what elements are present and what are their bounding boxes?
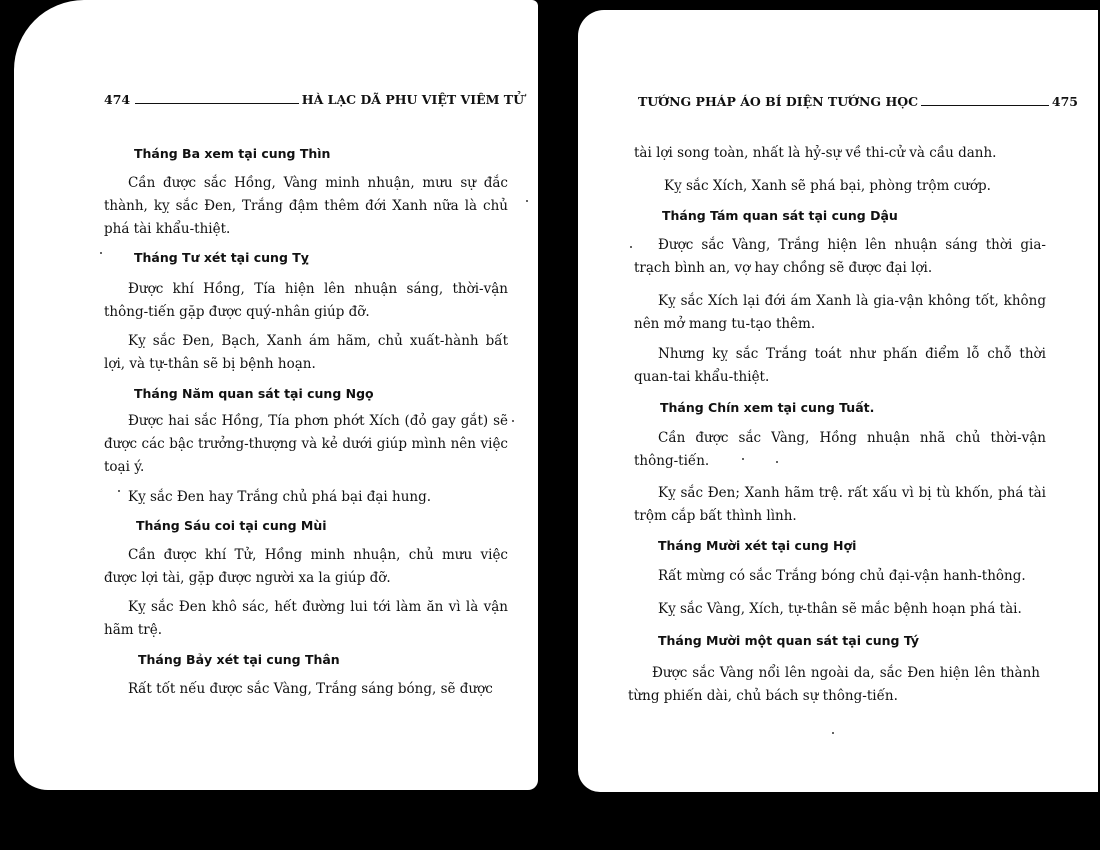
paragraph: Được hai sắc Hồng, Tía phơn phớt Xích (đỏ gay gắt) sẽ được các bậc trưởng-thượng và kẻ dưới giúp mình nên việc toại ý. [104,413,508,475]
paragraph: tài lợi song toàn, nhất là hỷ-sự về thi-cử và cầu danh. [634,145,997,161]
paragraph: Cần được sắc Hồng, Vàng minh nhuận, mưu sự đắc thành, kỵ sắc Đen, Trắng đậm thêm đới Xanh nữa là chủ phá tài khẩu-thiệt. [104,175,508,237]
scan-speck [512,420,514,422]
paragraph: Kỵ sắc Đen; Xanh hãm trệ. rất xấu vì bị tù khốn, phá tài trộm cắp bất thình lình. [634,485,1046,524]
scan-speck [776,461,778,463]
section-heading: Tháng Tám quan sát tại cung Dậu [662,208,898,223]
section-heading: Tháng Tư xét tại cung Tỵ [134,250,309,265]
section-heading: Tháng Bảy xét tại cung Thân [138,652,340,667]
right-page [578,10,1098,792]
header-rule [921,105,1049,106]
section-heading: Tháng Mười một quan sát tại cung Tý [658,633,920,648]
paragraph: Kỵ sắc Đen khô sác, hết đường lui tới làm ăn vì là vận hãm trệ. [104,599,508,638]
right-running-title: TƯỚNG PHÁP ÁO BÍ DIỆN TƯỚNG HỌC [638,94,919,109]
paragraph: Kỵ sắc Xích lại đới ám Xanh là gia-vận không tốt, không nên mở mang tu-tạo thêm. [634,293,1046,332]
right-running-header [638,94,1078,109]
section-heading: Tháng Năm quan sát tại cung Ngọ [134,386,374,401]
section-heading: Tháng Ba xem tại cung Thìn [134,146,331,161]
scan-speck [742,458,744,460]
section-heading: Tháng Chín xem tại cung Tuất. [660,400,875,415]
scan-speck [526,200,528,202]
header-rule [135,103,299,104]
paragraph: Được sắc Vàng, Trắng hiện lên nhuận sáng thời gia-trạch bình an, vợ hay chồng sẽ được đại lợi. [634,237,1046,276]
scan-speck [832,732,834,734]
section-heading: Tháng Mười xét tại cung Hợi [658,538,857,553]
paragraph: Cần được sắc Vàng, Hồng nhuận nhã chủ thời-vận thông-tiến. [634,430,1046,469]
left-running-title: HÀ LẠC DÃ PHU VIỆT VIÊM TỬ [301,92,524,107]
paragraph: Cần được khí Tử, Hồng minh nhuận, chủ mưu việc được lợi tài, gặp được người xa la giúp đỡ. [104,547,508,586]
right-page-number: 475 [1051,94,1078,109]
paragraph: Kỵ sắc Đen hay Trắng chủ phá bại đại hung. [128,489,432,505]
paragraph: Rất mừng có sắc Trắng bóng chủ đại-vận hanh-thông. [658,568,1026,584]
paragraph: Rất tốt nếu được sắc Vàng, Trắng sáng bóng, sẽ được [128,681,493,697]
scan-speck [118,490,120,492]
scan-speck [100,252,102,254]
section-heading: Tháng Sáu coi tại cung Mùi [136,518,327,533]
scan-speck [630,246,632,248]
paragraph: Được sắc Vàng nổi lên ngoài da, sắc Đen hiện lên thành từng phiến dài, chủ bách sự thông-tiến. [628,665,1040,704]
paragraph: Được khí Hồng, Tía hiện lên nhuận sáng, thời-vận thông-tiến gặp được quý-nhân giúp đỡ. [104,281,508,320]
paragraph: Kỵ sắc Vàng, Xích, tự-thân sẽ mắc bệnh hoạn phá tài. [658,601,1022,617]
left-page-number: 474 [104,92,131,107]
left-page [14,0,538,790]
paragraph: Nhưng kỵ sắc Trắng toát như phấn điểm lỗ chỗ thời quan-tai khẩu-thiệt. [634,346,1046,385]
left-running-header [104,92,524,107]
paragraph: Kỵ sắc Đen, Bạch, Xanh ám hãm, chủ xuất-hành bất lợi, và tự-thân sẽ bị bệnh hoạn. [104,333,508,372]
paragraph: Kỵ sắc Xích, Xanh sẽ phá bại, phòng trộm cướp. [664,178,991,194]
